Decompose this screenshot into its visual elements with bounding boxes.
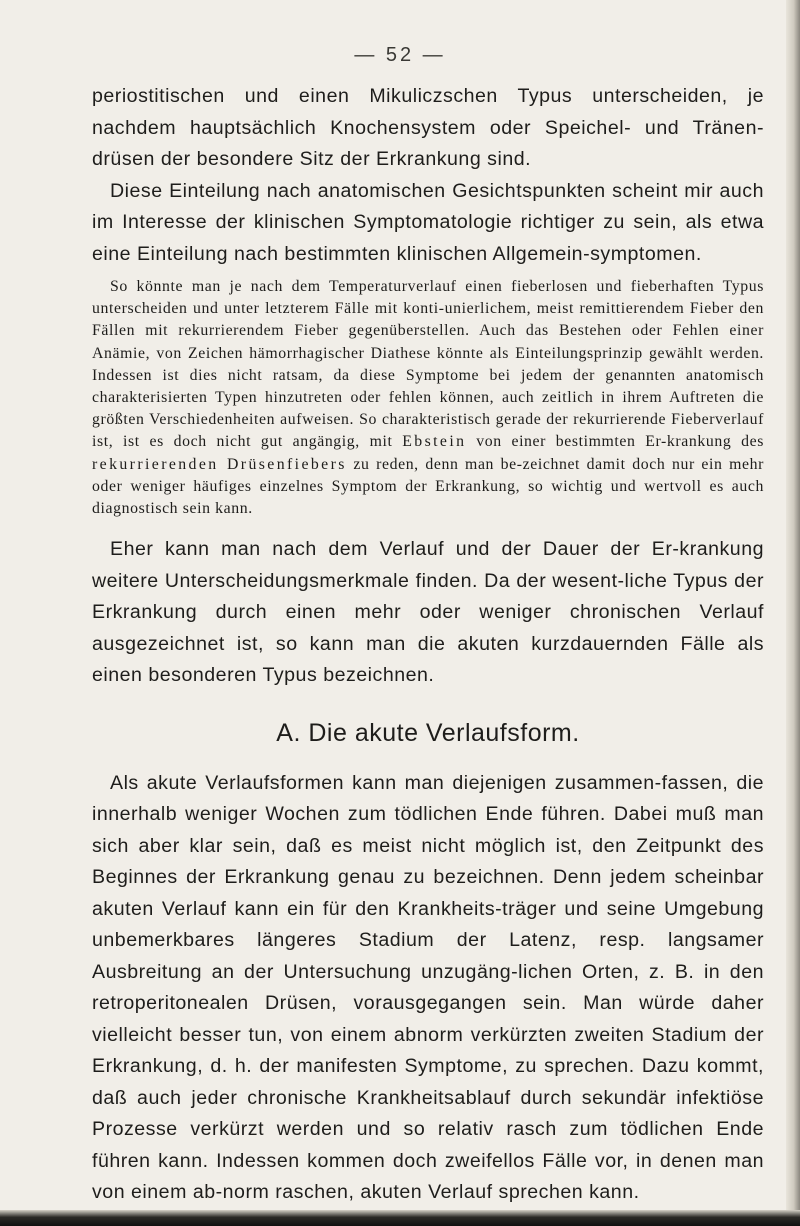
page-number: — 52 — [354,44,446,66]
page-edge-bottom [0,1210,800,1226]
author-name: Ebstein [402,433,467,451]
intro-text [92,81,764,270]
section-heading: A. Die akute Verlaufsform. [276,718,580,747]
paragraph-classification: Diese Einteilung nach anatomischen Gesichtspunkten scheint mir auch im Interesse der klinischen Symptomatologie richtiger zu sein, als etwa eine Einteilung nach bestimmten klinischen Allgemein-symptomen. [92,179,764,265]
small-print-text-a: So könnte man je nach dem Temperaturverlauf einen fieberlosen und fieberhaften Typus unterscheiden und unter letzterem Fälle mit konti-unierlichem, meist remittierendem Fieber den Fällen mit rekurrierendem Fieber gegenüberstellen. Auch das Bestehen oder Fehlen einer Anämie, von Zeichen hämorrhagischer Diathese könnte als Einteilungsprinzip gewählt werden. Indessen ist dies nicht ratsam, da diese Symptome bei jedem der genannten anatomisch charakterisierten Typen hinzutreten oder fehlen können, auch zeitlich in ihrem Auftreten die größten Verschiedenheiten aufweisen. So charakteristisch gerade der rekurrierende Fieberverlauf ist, ist es doch nicht gut angängig, mit [92,278,764,451]
small-print-paragraph [92,276,764,520]
small-print-text-b: von einer bestimmten Er-krankung des [476,433,764,451]
paragraph-acute: Als akute Verlaufsformen kann man diejenigen zusammen-fassen, die innerhalb weniger Wochen zum tödlichen Ende führen. Dabei muß man sich aber klar sein, daß es meist nicht möglich ist, den Zeitpunkt des Beginnes der Erkrankung genau zu bezeichnen. Denn jedem scheinbar akuten Verlauf kann ein für den Krankheits-träger und seine Umgebung unbemerkbares längeres Stadium der Latenz, resp. langsamer Ausbreitung an der Untersuchung unzugäng-lichen Orten, z. B. in den retroperitonealen Drüsen, vorausgegangen sein. Man würde daher vielleicht besser tun, von einem abnorm verkürzten zweiten Stadium der Erkrankung, d. h. der manifesten Symptome, zu sprechen. Dazu kommt, daß auch jeder chronische Krankheitsablauf durch sekundär infektiöse Prozesse verkürzt werden und so relativ rasch zum tödlichen Ende führen kann. Indessen kommen doch zweifellos Fälle vor, in denen man von einem ab-norm raschen, akuten Verlauf sprechen kann. [92,771,764,1204]
paragraph-continuation: periostitischen und einen Mikuliczschen Typus unterscheiden, je nachdem hauptsächlich Knochensystem oder Speichel- und Tränen-drüsen der besondere Sitz der Erkrankung sind. [92,85,764,170]
course-text [92,534,764,692]
disease-term: rekurrierenden Drüsenfiebers [92,455,347,473]
paragraph-course: Eher kann man nach dem Verlauf und der Dauer der Er-krankung weitere Unterscheidungsmerkmale finden. Da der wesent-liche Typus der Erkrankung durch einen mehr oder weniger chronischen Verlauf ausgezeichnet ist, so kann man die akuten kurzdauernden Fälle als einen besonderen Typus bezeichnen. [92,538,764,687]
page-edge-right [786,0,800,1226]
page-body [92,81,764,1209]
small-print-text-c: zu reden, denn man be-zeichnet damit doch nur ein mehr oder weniger häufiges einzelnes Symptom der Erkrankung, so wichtig und wertvoll es auch diagnostisch sein kann. [92,455,764,518]
small-print-note [92,276,764,520]
acute-section-text [92,768,764,1209]
